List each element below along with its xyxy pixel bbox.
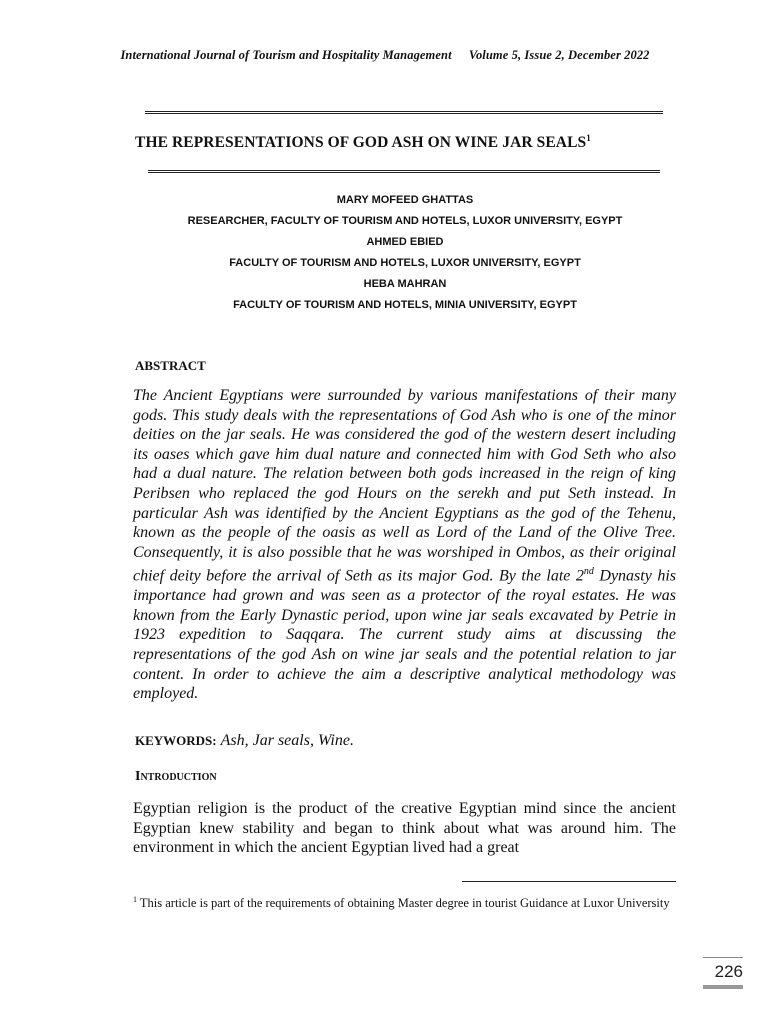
page-number-rule [703,957,743,958]
abstract-text-part2: Dynasty his importance had grown and was seen as a protector of the royal estates. He was known from the Early Dynastic period, upon wine jar seals excavated by Petrie in 1923 expedition to Saqqara. The current study aims at discussing the representations of the god Ash on wine jar seals and the potential relation to jar content. In order to achieve the aim a descriptive analytical methodology was employed. [133,567,676,703]
page-number-bar [703,985,743,989]
author-affiliation: FACULTY OF TOURISM AND HOTELS, LUXOR UNIVERSITY, EGYPT [229,257,581,269]
footnote-separator [462,881,676,882]
author-name: AHMED EBIED [366,236,444,248]
keywords-line [135,732,354,750]
author-affiliation: RESEARCHER, FACULTY OF TOURISM AND HOTELS, LUXOR UNIVERSITY, EGYPT [187,215,623,227]
author-block [0,190,770,316]
introduction-text: Egyptian religion is the product of the creative Egyptian mind since the ancient Egyptian knew stability and began to think about what was around him. The environment in which the ancient Egyptian lived had a great [133,800,676,857]
journal-name: International Journal of Tourism and Hospitality Management [120,48,452,62]
ordinal-superscript: nd [583,566,594,578]
author-name: MARY MOFEED GHATTAS [336,194,474,206]
keywords-label: KEYWORDS: [135,733,217,748]
running-header [0,48,770,63]
volume-info: Volume 5, Issue 2, December 2022 [468,48,650,62]
abstract-heading: ABSTRACT [135,358,206,373]
abstract-text-part1: The Ancient Egyptians were surrounded by various manifestations of their many gods. This study deals with the representations of God Ash who is one of the minor deities on the jar seals. He was considered the god of the western desert including its oases which gave him dual nature and connected him with God Seth who also had a dual nature. The relation between both gods increased in the reign of king Peribsen who replaced the god Hours on the serekh and put Seth instead. In particular Ash was identified by the Ancient Egyptians as the god of the Tehenu, known as the people of the oasis as well as Lord of the Land of the Olive Tree. Consequently, it is also possible that he was worshiped in Ombos, as their original chief deity before the arrival of Seth as its major God. By the late 2 [133,387,676,585]
introduction-heading: Introduction [135,769,217,784]
keywords-value: Ash, Jar seals, Wine. [220,732,354,749]
footnote-text: This article is part of the requirements of obtaining Master degree in tourist Guidance at Luxor University [137,896,670,911]
paper-title [135,133,591,152]
abstract-text [133,386,676,704]
paper-title-text: THE REPRESENTATIONS OF GOD ASH ON WINE JAR SEALS [135,134,587,152]
page-number: 226 [714,962,743,981]
author-name: HEBA MAHRAN [363,278,447,290]
title-footnote-mark: 1 [586,133,591,143]
title-rule-bottom [148,170,660,173]
footnote-mark: 1 [133,895,137,904]
footnote [133,891,678,912]
author-affiliation: FACULTY OF TOURISM AND HOTELS, MINIA UNIVERSITY, EGYPT [233,299,577,311]
title-rule-top [145,111,663,114]
